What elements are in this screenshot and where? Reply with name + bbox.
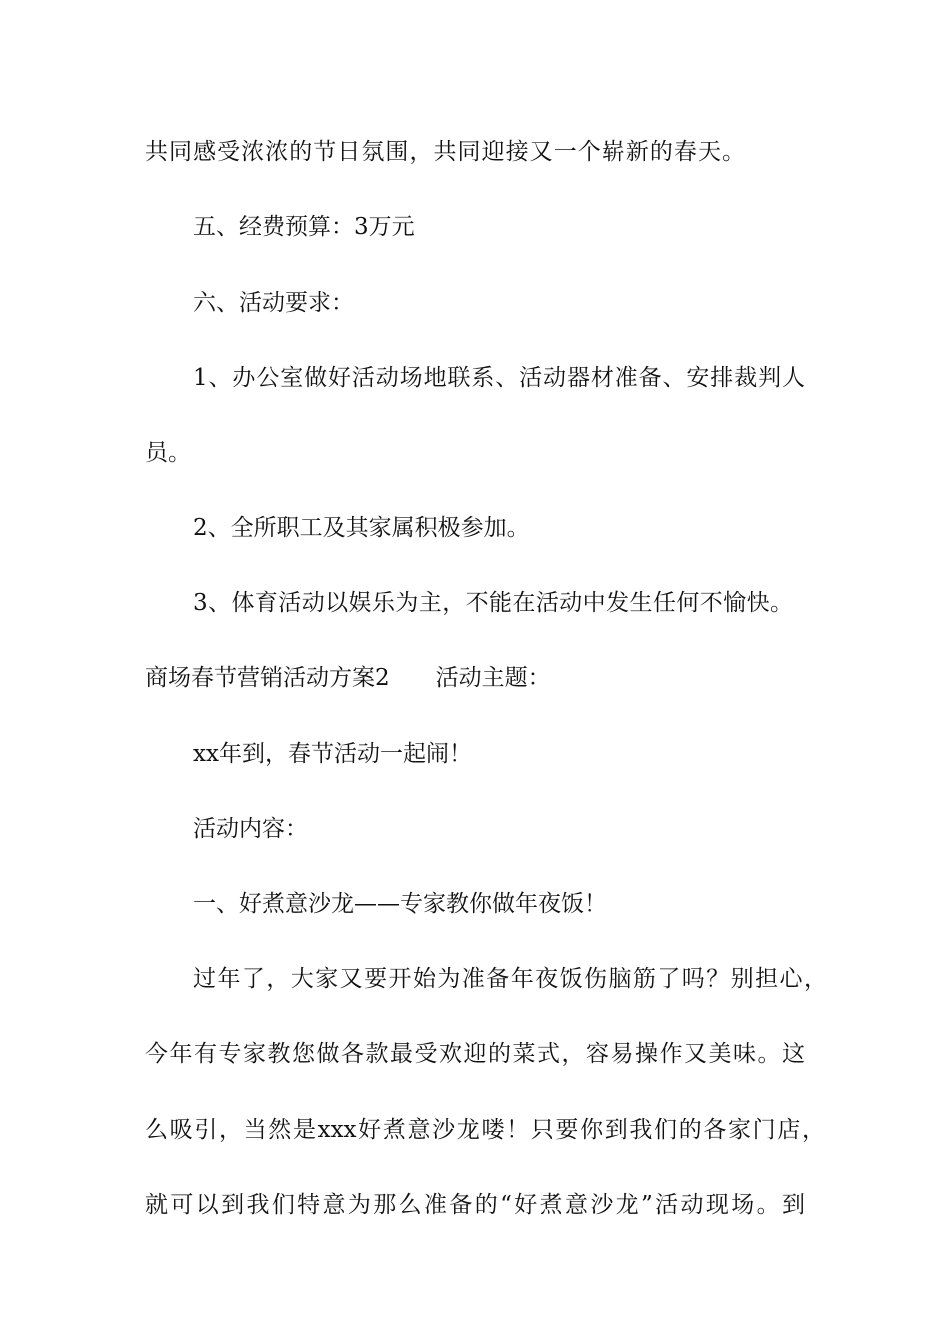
plan-title-row xyxy=(145,663,835,693)
paragraph-line: 过年了，大家又要开始为准备年夜饭伤脑筋了吗？别担心， xyxy=(193,966,827,992)
list-item-3: 3、体育活动以娱乐为主，不能在活动中发生任何不愉快。 xyxy=(193,590,793,616)
paragraph-line: 共同感受浓浓的节日氛围，共同迎接又一个崭新的春天。 xyxy=(145,139,745,165)
list-item-1-continuation: 员。 xyxy=(145,440,191,466)
activity-theme-label: 活动主题： xyxy=(435,665,551,691)
activity-theme: xx年到，春节活动一起闹！ xyxy=(193,741,472,767)
subsection-heading: 一、好煮意沙龙——专家教你做年夜饭！ xyxy=(193,891,607,917)
list-item-1: 1、办公室做好活动场地联系、活动器材准备、安排裁判人 xyxy=(193,365,805,391)
paragraph-line: 么吸引，当然是xxx好煮意沙龙喽！只要你到我们的各家门店， xyxy=(145,1117,825,1143)
section-heading-requirements: 六、活动要求： xyxy=(193,290,354,316)
paragraph-line: 就可以到我们特意为那么准备的“好煮意沙龙”活动现场。到 xyxy=(145,1192,805,1218)
list-item-2: 2、全所职工及其家属积极参加。 xyxy=(193,515,530,541)
paragraph-line: 今年有专家教您做各款最受欢迎的菜式，容易操作又美味。这 xyxy=(145,1041,805,1067)
plan-title: 商场春节营销活动方案2 xyxy=(145,665,390,691)
section-heading-budget: 五、经费预算：3万元 xyxy=(193,214,415,240)
activity-content-label: 活动内容： xyxy=(193,816,308,842)
